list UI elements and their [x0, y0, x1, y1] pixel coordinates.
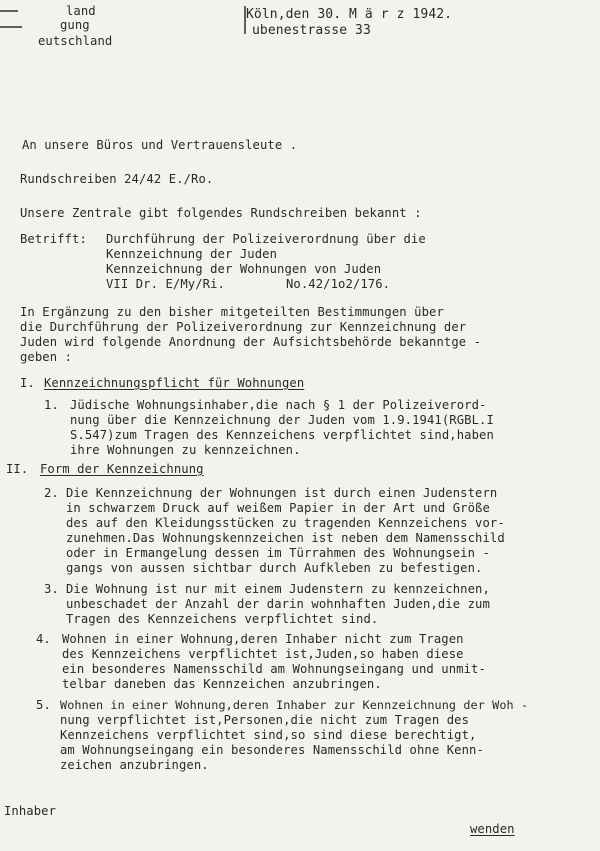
- item-1-line-2: nung über die Kennzeichnung der Juden vom 1.9.1941(RGBL.I: [70, 413, 494, 427]
- section-2-numeral: II.: [6, 462, 29, 476]
- place-date: Köln,den 30. M ä r z 1942.: [246, 7, 453, 22]
- intro-line: Unsere Zentrale gibt folgendes Rundschreiben bekannt :: [20, 206, 422, 220]
- item-1-number: 1.: [44, 398, 59, 412]
- section-1-numeral: I.: [20, 376, 35, 390]
- item-1-line-4: ihre Wohnungen zu kennzeichnen.: [70, 443, 301, 457]
- item-4-line-1: Wohnen in einer Wohnung,deren Inhaber nicht zum Tragen: [62, 632, 464, 646]
- item-2-line-4: zunehmen.Das Wohnungskennzeichen ist neben dem Namensschild: [66, 531, 505, 545]
- scan-edge-mark: [0, 10, 18, 12]
- item-2-line-6: gangs von aussen sichtbar durch Aufkleben zu befestigen.: [66, 561, 483, 575]
- item-3-line-1: Die Wohnung ist nur mit einem Judenstern zu kennzeichnen,: [66, 582, 490, 596]
- scan-edge-mark: [244, 6, 246, 34]
- street-address: ubenestrasse 33: [252, 23, 371, 38]
- preamble-line-2: die Durchführung der Polizeiverordnung zur Kennzeichnung der: [20, 320, 467, 334]
- item-2-line-2: in schwarzem Druck auf weißem Papier in der Art und Größe: [66, 501, 490, 515]
- item-2-number: 2.: [44, 486, 59, 500]
- subject-ref-right: No.42/1o2/176.: [286, 277, 391, 291]
- item-3-line-3: Tragen des Kennzeichens verpflichtet sind.: [66, 612, 379, 626]
- item-4-line-4: telbar daneben das Kennzeichen anzubringen.: [62, 677, 382, 691]
- item-4-line-2: des Kennzeichens verpflichtet ist,Juden,so haben diese: [62, 647, 464, 661]
- item-2-line-1: Die Kennzeichnung der Wohnungen ist durch einen Judenstern: [66, 486, 498, 500]
- item-1-line-3: S.547)zum Tragen des Kennzeichens verpflichtet sind,haben: [70, 428, 494, 442]
- item-5-line-4: am Wohnungseingang ein besonderes Namensschild ohne Kenn-: [60, 743, 484, 757]
- subject-line-2: Kennzeichnung der Juden: [106, 247, 278, 261]
- item-4-line-3: ein besonderes Namensschild am Wohnungseingang und unmit-: [62, 662, 486, 676]
- item-3-number: 3.: [44, 582, 59, 596]
- item-5-line-2: nung verpflichtet ist,Personen,die nicht zum Tragen des: [60, 713, 470, 727]
- item-5-line-5: zeichen anzubringen.: [60, 758, 209, 772]
- subject-label: Betrifft:: [20, 232, 87, 246]
- item-5-line-1: Wohnen in einer Wohnung,deren Inhaber zur Kennzeichnung der Woh -: [60, 698, 529, 712]
- subject-ref-left: VII Dr. E/My/Ri.: [106, 277, 225, 291]
- item-2-line-3: des auf den Kleidungsstücken zu tragenden Kennzeichens vor-: [66, 516, 505, 530]
- footer-turn-page: wenden: [470, 822, 515, 836]
- item-5-line-3: Kennzeichens verpflichtet sind,so sind diese berechtigt,: [60, 728, 477, 742]
- item-5-number: 5.: [36, 698, 51, 712]
- letterhead-org-line-1: land: [66, 4, 96, 18]
- section-1-heading: Kennzeichnungspflicht für Wohnungen: [44, 376, 305, 390]
- item-1-line-1: Jüdische Wohnungsinhaber,die nach § 1 der Polizeiverord-: [70, 398, 487, 412]
- item-3-line-2: unbeschadet der Anzahl der darin wohnhaften Juden,die zum: [66, 597, 490, 611]
- item-2-line-5: oder in Ermangelung dessen im Türrahmen des Wohnungsein -: [66, 546, 490, 560]
- circular-reference: Rundschreiben 24/42 E./Ro.: [20, 172, 214, 186]
- letterhead-org-line-3: eutschland: [38, 34, 113, 48]
- scan-edge-mark: [0, 26, 22, 28]
- letterhead-org-line-2: gung: [60, 18, 90, 32]
- footer-left: Inhaber: [4, 804, 57, 818]
- subject-line-1: Durchführung der Polizeiverordnung über die: [106, 232, 426, 246]
- item-4-number: 4.: [36, 632, 51, 646]
- section-2-heading: Form der Kennzeichnung: [40, 462, 204, 476]
- subject-line-3: Kennzeichnung der Wohnungen von Juden: [106, 262, 382, 276]
- preamble-line-3: Juden wird folgende Anordnung der Aufsichtsbehörde bekanntge -: [20, 335, 482, 349]
- preamble-line-1: In Ergänzung zu den bisher mitgeteilten Bestimmungen über: [20, 305, 444, 319]
- addressee: An unsere Büros und Vertrauensleute .: [22, 138, 298, 152]
- preamble-line-4: geben :: [20, 350, 73, 364]
